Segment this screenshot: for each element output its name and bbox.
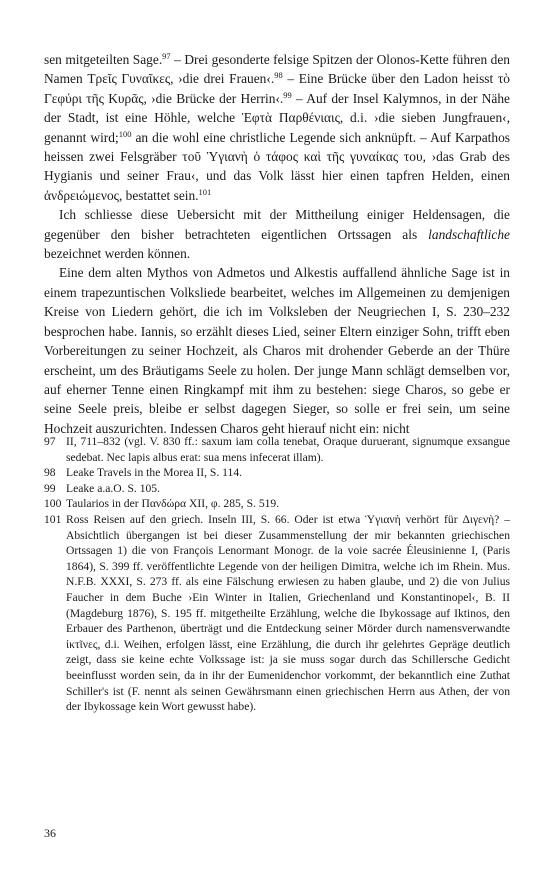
footnote-number: 97 bbox=[44, 435, 56, 448]
footnote-ref[interactable]: 101 bbox=[198, 186, 212, 197]
footnote-text: Leake Travels in the Morea II, S. 114. bbox=[66, 466, 243, 480]
footnote-ref[interactable]: 99 bbox=[283, 89, 292, 100]
page-number: 36 bbox=[44, 826, 56, 840]
text-run: an die wohl eine christliche Legende sich anknüpft. – Auf Karpathos heissen zwei Felsgräber τοῦ Ὑγιανὴ ὁ τάφος καὶ τῆς γυναίκας του, ›das Grab des Hygianis und seiner Frau‹, und das Volk lässt hier einen tapfren Helden, einen ἀνδρειώμενος, bestattet sein. bbox=[44, 129, 510, 203]
footnote bbox=[44, 434, 510, 465]
footnote-text: Taularios in der Πανδώρα XII, φ. 285, S. 519. bbox=[66, 497, 280, 511]
footnote-ref[interactable]: 97 bbox=[162, 51, 171, 61]
footnote-text: Leake a.a.O. S. 105. bbox=[66, 481, 161, 495]
text-run: – Auf der Insel Kalymnos, in der Nähe der Stadt, ist eine Höhle, welche Ἑφτὰ Παρθένιαις, d.i. ›die sieben Jungfrauen‹, genannt wird; bbox=[44, 90, 510, 145]
footnote-number: 98 bbox=[44, 466, 56, 480]
main-text bbox=[44, 50, 510, 438]
footnote bbox=[44, 512, 510, 715]
text-run: – Eine Brücke über den Ladon heisst τὸ Γεφύρι τῆς Κυρᾶς, ›die Brücke der Herrin‹. bbox=[44, 71, 510, 106]
footnote-ref[interactable]: 100 bbox=[118, 128, 132, 139]
footnote-number: 100 bbox=[44, 497, 62, 511]
body-text bbox=[44, 50, 510, 438]
footnote-text: Ross Reisen auf den griech. Inseln III, S. 66. Oder ist etwa Ὑγιανὴ verhört für Διγενὴ? – Absichtlich übergangen ist bei dieser Zusammenstellung der mir bekannten griechischen Ortssagen 1) die von François Lenormant Monogr. de la voie sacrée Éleusinienne I, (Paris 1864), S. 399 ff. veröffentlichte Legende von der heiligen Dimitra, welche ich im Rhein. Mus. N.F.B. XXXI, S. 273 ff. als eine Fälschung erwiesen zu haben glaube, und 2) die von Julius Faucher in dem Buche ›Ein Winter in Italien, Griechenland und Konstantinopel‹, B. II (Magdeburg 1876), S. 195 ff. mitgetheilte Erzählung, welche die Ibykossage auf Iktinos, den Erbauer des Parthenon, überträgt und die Entdeckung seiner Mörder durch namensverwandte ἰκτῖνες, d.i. Weihen, erfolgen lässt, eine Erzählung, die durch ihr gelehrtes Gepräge deutlich zeigt, dass sie keine echte Volkssage ist: ja sie muss sogar durch das Schillersche Gedicht beeinflusst worden sein, da in ihr der Eumenidenchor vorkommt, der bekanntlich eine Zuthat Schiller's ist (F. nennt als seinen Gewährsmann einen griechischen Herrn aus Athen, der von der Ibykossage kein Wort gewusst habe). bbox=[66, 512, 510, 714]
footnote-number: 99 bbox=[44, 481, 56, 495]
footnote bbox=[44, 496, 510, 512]
paragraph bbox=[44, 263, 510, 438]
footnote-ref[interactable]: 98 bbox=[274, 70, 283, 81]
text-run: sen mitgeteilten Sage. bbox=[44, 52, 163, 67]
emphasis: landschaftliche bbox=[428, 226, 510, 242]
text-run: – Drei gesonderte felsige Spitzen der Olonos-Kette führen den Namen Τρεῖς Γυναῖκες, ›die drei Frauen‹. bbox=[44, 52, 510, 87]
footnote-text: II, 711–832 (vgl. V. 830 ff.: saxum iam colla tenebat, Oraque duruerant, signumque exsangue sedebat. Nec lapis albus erat: sua mens infecerat illam). bbox=[66, 435, 510, 464]
text-run: bezeichnet werden können. bbox=[44, 246, 191, 262]
text-run: Eine dem alten Mythos von Admetos und Alkestis auffallend ähnliche Sage ist in einem trapezuntischen Volksliede bearbeitet, welches im Allgemeinen zu demjenigen Kreise von Liedern gehört, die ich im Volksleben der Neugriechen I, S. 230–232 besprochen habe. Iannis, so erzählt dieses Lied, seiner Eltern einziger Sohn, trifft eben Vorbereitungen zu seiner Hochzeit, als Charos mit drohender Geberde an der Thüre erscheint, um des Bräutigams Seele zu holen. Der junge Mann schlägt demselben vor, auf eherner Tenne einen Ringkampf mit ihm zu bestehen: siege Charos, so gebe er seine Seele preis, bleibe er selbst dagegen Sieger, so solle er frei sein, um seine Hochzeit auszurichten. Indessen Charos geht hierauf nicht ein: nicht bbox=[44, 265, 510, 436]
footnote bbox=[44, 465, 510, 481]
paragraph bbox=[44, 50, 510, 205]
footnote-number: 101 bbox=[44, 512, 62, 526]
footnotes bbox=[44, 434, 510, 715]
paragraph bbox=[44, 205, 510, 263]
footnote bbox=[44, 481, 510, 497]
text-run: Ich schliesse diese Uebersicht mit der Mittheilung einiger Heldensagen, die gegenüber den bisher betrachteten eigentlichen Ortssagen als bbox=[44, 207, 510, 242]
